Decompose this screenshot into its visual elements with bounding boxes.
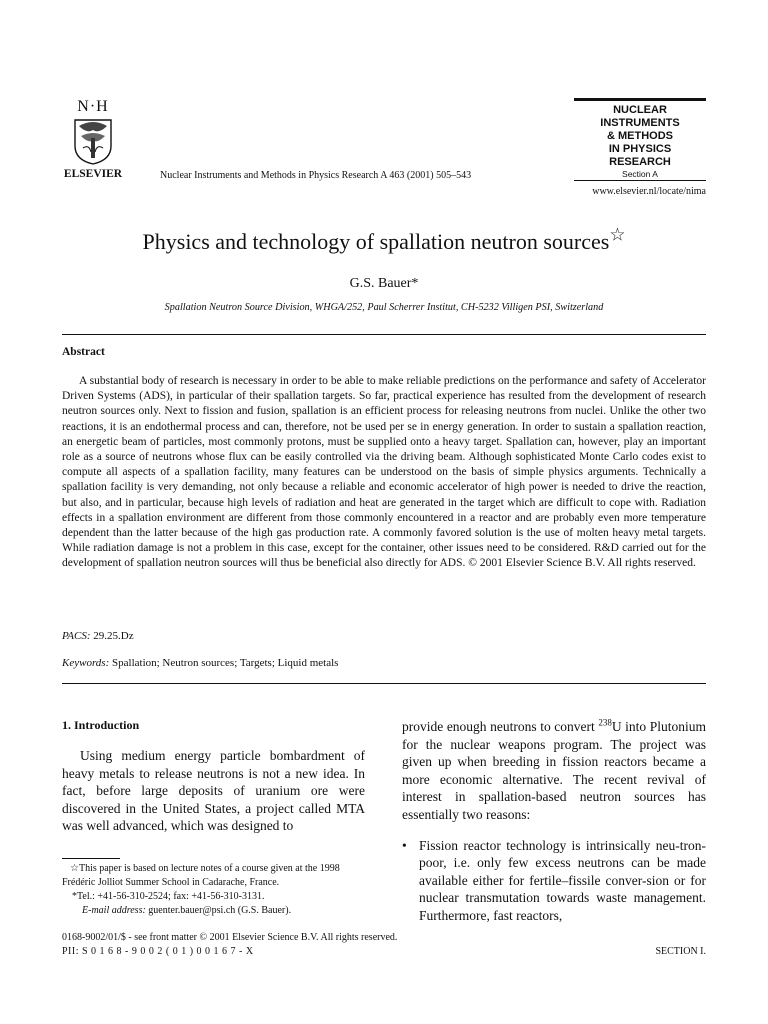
keywords-value: Spallation; Neutron sources; Targets; Liquid metals: [112, 657, 339, 669]
body-column-right: [402, 718, 706, 925]
email-label: E-mail address:: [82, 905, 146, 916]
journal-line: IN PHYSICS: [608, 143, 672, 155]
title-footnote-star-icon[interactable]: ☆: [609, 224, 626, 245]
paragraph-text: U into Plutonium for the nuclear weapons program. The project was given up when breeding in fission reactors became a more economic alternative. The recent revival of interest in spallation-based neutron sources has essentially two reasons:: [402, 719, 707, 822]
bullet-icon: •: [402, 837, 407, 853]
intro-paragraph-continued: [402, 718, 706, 824]
abstract-text: A substantial body of research is necessary in order to be able to make reliable predictions on the performance and safety of Accelerator Driven Systems (ADS), in particular of their spallation targets. So far, practical experience has resulted from the development of research neutron sources only. Next to fission and fusion, spallation is an efficient process for releasing neutrons from nuclei. Unlike the other two reactions, it is an endothermal process and can, therefore, not be used per se in energy generation. In order to sustain a spallation reaction, an energetic beam of particles, most commonly protons, must be supplied onto a heavy target. Spallation can, however, play an important role as a source of neutrons whose flux can be easily controlled via the driving beam. Although sophisticated Monte Carlo codes exist to compute all aspects of a spallation facility, many features can be understood on the basis of simple physics arguments. Technically a spallation facility is very demanding, not only because a reliable and economic accelerator of high power is needed to drive the reaction, but also, and in particular, because high levels of radiation and heat are generated in the target which are difficult to cope with. Radiation effects in a spallation environment are different from those commonly encountered in a reactor and are probably even more temperature dependent than the latter because of the high gas production rate. A commonly favored solution is the use of molten heavy metal targets. While radiation damage is not a problem in this case, except for the container, other issues need to be considered. R&D carried out for the development of spallation neutron sources will thus be beneficial also directly for ADS. © 2001 Elsevier Science B.V. All rights reserved.: [62, 375, 706, 570]
pacs-value: 29.25.Dz: [93, 630, 134, 642]
paragraph-text: provide enough neutrons to convert: [402, 719, 595, 734]
intro-paragraph: Using medium energy particle bombardment of heavy metals to release neutrons is not a new idea. In fact, before large deposits of uranium ore were discovered in the United States, a project called MTA was well advanced, which was designed to: [62, 748, 365, 834]
copyright-line: 0168-9002/01/$ - see front matter © 2001 Elsevier Science B.V. All rights reserved.: [62, 932, 398, 943]
keywords-label: Keywords:: [62, 657, 110, 669]
footnotes: [62, 862, 367, 918]
journal-citation: Nuclear Instruments and Methods in Physics Research A 463 (2001) 505–543: [160, 170, 472, 181]
footnote-star-icon: ☆: [70, 863, 79, 874]
isotope-superscript: 238: [598, 717, 612, 728]
divider-top: [62, 334, 706, 335]
author-affiliation: Spallation Neutron Source Division, WHGA/252, Paul Scherrer Institut, CH-5232 Villigen PSI, Switzerland: [164, 302, 604, 313]
publisher-logo: [62, 98, 124, 184]
section-heading: 1. Introduction: [62, 718, 140, 732]
list-item: [402, 837, 706, 925]
abstract-heading: Abstract: [62, 346, 105, 358]
footnote-text: This paper is based on lecture notes of a course given at the 1998 Frédéric Jolliot Summer School in Cadarache, France.: [62, 863, 340, 888]
footnote-rule: [62, 858, 120, 859]
email-address[interactable]: guenter.bauer@psi.ch (G.S. Bauer).: [148, 905, 292, 916]
pacs-label: PACS:: [62, 630, 91, 642]
journal-url[interactable]: www.elsevier.nl/locate/nima: [592, 186, 706, 197]
footnote-email: [62, 904, 367, 918]
section-label: SECTION I.: [655, 946, 706, 957]
elsevier-tree-icon: [69, 116, 117, 166]
journal-line: RESEARCH: [609, 156, 671, 168]
article-title-text: Physics and technology of spallation neutron sources: [142, 229, 610, 254]
article-author: G.S. Bauer*: [349, 276, 419, 291]
pii-line: PII: S 0 1 6 8 - 9 0 0 2 ( 0 1 ) 0 0 1 6 7 - X: [62, 946, 254, 957]
publisher-mark: N·H: [77, 98, 109, 115]
journal-title-box: [574, 98, 706, 181]
publisher-name: ELSEVIER: [63, 168, 123, 180]
journal-line: & METHODS: [607, 130, 673, 142]
footnote-lecture: [62, 862, 367, 890]
body-column-left: [62, 718, 365, 835]
footnote-contact: *Tel.: +41-56-310-2524; fax: +41-56-310-3131.: [72, 891, 265, 902]
journal-section: Section A: [622, 169, 658, 179]
article-title: [0, 224, 768, 255]
divider-bottom: [62, 683, 706, 684]
pacs-line: [62, 630, 134, 642]
journal-name: [574, 101, 706, 169]
journal-line: NUCLEAR: [613, 104, 667, 116]
journal-line: INSTRUMENTS: [600, 117, 680, 129]
keywords-line: [62, 657, 338, 669]
list-item-text: Fission reactor technology is intrinsically neu-tron-poor, i.e. only few excess neutrons can be made available either for fertile–fissile conver-sion or for nuclear transmutation towards waste management. Furthermore, fast reactors,: [419, 837, 706, 923]
